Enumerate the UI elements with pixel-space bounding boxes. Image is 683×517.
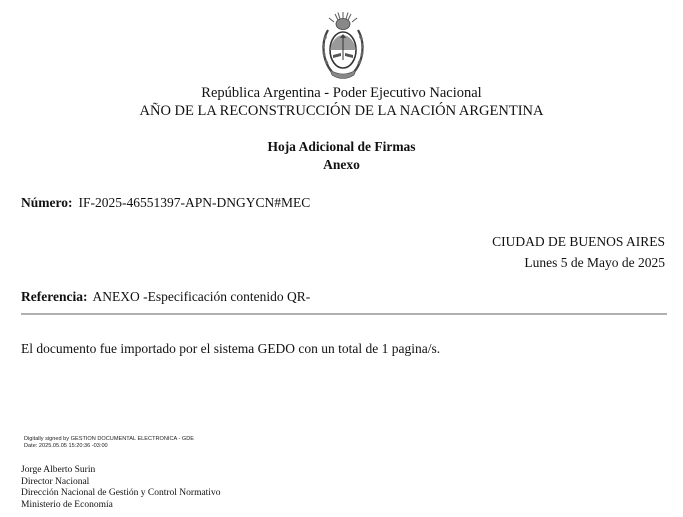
- digital-signature-stamp: [24, 436, 194, 450]
- document-city: CIUDAD DE BUENOS AIRES: [492, 234, 665, 249]
- signer-block: [21, 465, 220, 511]
- section-divider: [21, 313, 667, 315]
- coat-of-arms-icon: [318, 10, 368, 82]
- document-reference-label: Referencia:: [21, 289, 88, 304]
- document-number: [21, 195, 310, 211]
- digital-signature-signed-by: Digitally signed by GESTION DOCUMENTAL ELECTRONICA - GDE: [24, 436, 195, 442]
- signer-ministry: Ministerio de Economía: [21, 499, 113, 510]
- document-subtitle: Anexo: [323, 157, 360, 172]
- header-year-motto: AÑO DE LA RECONSTRUCCIÓN DE LA NACIÓN ARGENTINA: [139, 103, 544, 119]
- digital-signature-date: Date: 2025.05.05 15:20:36 -03:00: [24, 443, 108, 449]
- signer-name: Jorge Alberto Surin: [21, 465, 96, 475]
- document-title: Hoja Adicional de Firmas: [267, 139, 416, 154]
- document-date: Lunes 5 de Mayo de 2025: [524, 255, 665, 270]
- document-number-label: Número:: [21, 195, 73, 210]
- signer-office: Dirección Nacional de Gestión y Control Normativo: [21, 488, 221, 498]
- document-body-text: El documento fue importado por el sistema GEDO con un total de 1 pagina/s.: [21, 341, 441, 356]
- signer-role: Director Nacional: [21, 476, 90, 487]
- document-number-value: IF-2025-46551397-APN-DNGYCN#MEC: [78, 195, 311, 210]
- document-reference: [21, 289, 310, 305]
- header-republic: República Argentina - Poder Ejecutivo Nacional: [201, 85, 482, 101]
- document-reference-value: ANEXO -Especificación contenido QR-: [92, 289, 311, 304]
